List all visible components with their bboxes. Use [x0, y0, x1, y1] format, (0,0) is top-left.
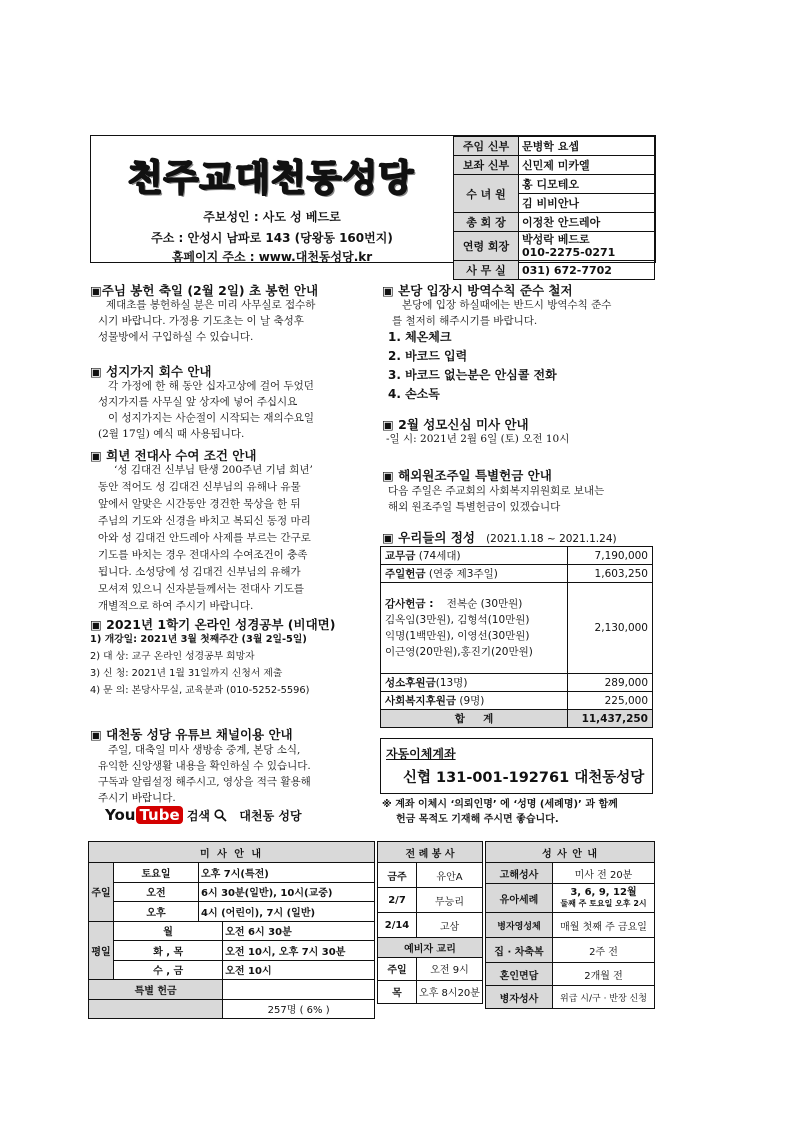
youtube-search-hint — [105, 806, 302, 824]
article-title: ▣ 본당 입장시 방역수칙 준수 철저 — [382, 283, 573, 298]
schedule-area — [88, 841, 655, 1017]
offering-row — [381, 583, 568, 674]
article-title: ▣ 해외원조주일 특별헌금 안내 — [382, 468, 552, 483]
sacrament-name: 유아세례 — [486, 884, 553, 913]
text-line: 2) 대 상: 교구 온라인 성경공부 희망자 — [90, 651, 255, 662]
special-offering-value: 257명 ( 6% ) — [223, 999, 375, 1019]
text-line: 성지가지를 사무실 앞 상자에 넣어 주십시요 — [98, 396, 298, 408]
rule-item: 3. 바코드 없는분은 안심콜 전화 — [388, 368, 557, 382]
masthead-title-area — [91, 136, 453, 262]
staff-name: 문병학 요셉 — [519, 137, 655, 156]
article-title: ▣ 2월 성모신심 미사 안내 — [382, 417, 529, 432]
rule-item: 4. 손소독 — [388, 387, 440, 401]
catechism-time: 오전 9시 — [417, 957, 483, 980]
offering-row — [381, 547, 568, 565]
offering-note: (연중 제3주일) — [428, 568, 498, 580]
special-offering-label: 특별 헌금 — [89, 980, 223, 1000]
offering-note: (9명) — [459, 695, 485, 707]
mass-day-label: 오후 — [114, 902, 199, 922]
sacrament-info: 위급 시/구 · 반장 신청 — [553, 986, 655, 1009]
catechism-title: 예비자 교리 — [378, 938, 483, 958]
youtube-logo-you: You — [105, 806, 136, 824]
sacrament-info: 2주 전 — [553, 938, 655, 963]
offering-note: (74세대) — [418, 550, 461, 562]
text-line: 다음 주일은 주교회의 사회복지위원회로 보내는 — [388, 485, 605, 497]
mass-day-label: 수 , 금 — [114, 960, 223, 980]
weekday-group-label: 평일 — [89, 921, 114, 980]
donor-line: 익명(1백만원), 이영선(30만원) — [385, 630, 530, 642]
parish-name: 천주교대천동성당 — [127, 157, 415, 199]
offering-amount: 225,000 — [568, 692, 653, 710]
donor-line: 전복순 (30만원) — [446, 598, 523, 610]
sacrament-info: 미사 전 20분 — [553, 863, 655, 884]
rule-item: 2. 바코드 입력 — [388, 349, 468, 363]
staff-role: 수 녀 원 — [454, 175, 519, 213]
staff-role: 주임 신부 — [454, 137, 519, 156]
offering-label: 사회복지후원금 — [385, 695, 457, 707]
altar-date: 금주 — [378, 863, 417, 888]
text-line: 해외 원조주일 특별헌금이 있겠습니다 — [388, 501, 561, 513]
text-line: 헌금 목적도 기재해 주시면 좋습니다. — [396, 814, 559, 825]
staff-table — [453, 136, 655, 280]
text-line: 이 성지가지는 사순절이 시작되는 재의수요일 — [108, 412, 315, 424]
offering-period: (2021.1.18 ~ 2021.1.24) — [486, 533, 617, 545]
staff-name: 홍 디모테오 — [519, 175, 655, 194]
rule-item: 1. 체온체크 — [388, 330, 452, 344]
text-line: ‘성 김대건 신부님 탄생 200주년 기념 희년’ — [114, 464, 313, 476]
text-line: 1) 개강일: 2021년 3월 첫째주간 (3월 2일-5일) — [90, 634, 307, 645]
mass-day-label: 토요일 — [114, 863, 199, 883]
offering-heading — [382, 527, 617, 546]
text-line: 본당에 입장 하실때에는 반드시 방역수칙 준수 — [402, 299, 612, 311]
text-line: 유익한 신앙생활 내용을 확인하실 수 있습니다. — [98, 760, 311, 772]
bank-account-box — [380, 738, 653, 794]
text-line: 구독과 알림설정 해주시고, 영상을 적극 활용해 — [98, 776, 311, 788]
article-body — [98, 742, 370, 806]
text-line: 시기 바랍니다. 가정용 기도초는 이 날 축성후 — [98, 315, 304, 327]
special-offering-spacer — [89, 999, 223, 1019]
altar-service-table — [377, 841, 483, 1004]
article-title: ▣ 희년 전대사 수여 조건 안내 — [90, 448, 257, 463]
text-line: 기도를 바치는 경우 전대사의 수여조건이 충족 — [98, 549, 308, 561]
sacrament-name: 고해성사 — [486, 863, 553, 884]
mass-time: 6시 30분(일반), 10시(교중) — [199, 882, 375, 902]
catechism-time: 오후 8시20분 — [417, 980, 483, 1003]
offering-note: (13명) — [435, 677, 468, 689]
total-label: 합 계 — [381, 710, 568, 728]
magnifier-icon — [214, 809, 227, 822]
text-line: 3) 신 청: 2021년 1월 31일까지 신청서 제출 — [90, 668, 283, 679]
offering-amount: 289,000 — [568, 674, 653, 692]
sacrament-name: 병자성사 — [486, 986, 553, 1009]
altar-group: 유안A — [417, 863, 483, 888]
article-body — [98, 297, 368, 345]
sacrament-info: 3, 6, 9, 12월 — [570, 887, 637, 898]
mass-day-label: 월 — [114, 921, 223, 941]
mass-day-label: 오전 — [114, 882, 199, 902]
sacrament-info: 2개월 전 — [553, 963, 655, 986]
catechism-day: 목 — [378, 980, 417, 1003]
text-line: ※ 계좌 이체시 ‘의뢰인명’ 에 ‘성명 (세례명)’ 과 함께 — [382, 799, 618, 810]
special-offering-spacer — [223, 980, 375, 1000]
text-line: 제대초를 봉헌하실 분은 미리 사무실로 접수하 — [106, 299, 316, 311]
article-body — [388, 483, 656, 515]
parish-homepage: 홈페이지 주소 : www.대천동성당.kr — [171, 250, 373, 264]
mass-title: 미 사 안 내 — [89, 842, 375, 863]
article-body — [98, 378, 368, 442]
offering-title: ▣ 우리들의 정성 — [382, 530, 475, 545]
article-title: ▣주님 봉헌 축일 (2월 2일) 초 봉헌 안내 — [90, 283, 319, 298]
altar-group: 고삼 — [417, 913, 483, 938]
article-body — [98, 462, 370, 615]
staff-role: 연령 회장 — [454, 232, 519, 261]
altar-date: 2/7 — [378, 888, 417, 913]
mass-time: 오전 10시, 오후 7시 30분 — [223, 941, 375, 961]
staff-phone: 010-2275-0271 — [522, 246, 616, 259]
text-line: 를 철저히 해주시기를 바랍니다. — [392, 315, 538, 327]
staff-name: 박성락 베드로 — [522, 233, 590, 246]
search-word: 검색 — [186, 809, 211, 823]
altar-title: 전 례 봉 사 — [378, 842, 483, 863]
offering-label: 성소후원금 — [385, 677, 436, 689]
total-amount: 11,437,250 — [568, 710, 653, 728]
offering-label: 감사헌금 : — [385, 598, 434, 610]
mass-time: 오전 10시 — [223, 960, 375, 980]
text-line: 성물방에서 구입하실 수 있습니다. — [98, 331, 254, 343]
text-line: 주님의 기도와 신경을 바치고 복되신 동정 마리 — [98, 515, 311, 527]
sacrament-info: 매월 첫째 주 금요일 — [553, 913, 655, 938]
sacrament-table — [485, 841, 655, 1009]
offering-row — [381, 692, 568, 710]
sacrament-title: 성 사 안 내 — [486, 842, 655, 863]
text-line: 됩니다. 소성당에 성 김대건 신부님의 유해가 — [98, 566, 301, 578]
staff-name: 신민제 미카엘 — [519, 156, 655, 175]
article-body: -일 시: 2021년 2월 6일 (토) 오전 10시 — [386, 433, 570, 445]
masthead — [90, 135, 656, 277]
staff-name: 이정찬 안드레아 — [519, 213, 655, 232]
sacrament-name: 병자영성체 — [486, 913, 553, 938]
offering-row — [381, 674, 568, 692]
channel-name: 대천동 성당 — [239, 809, 302, 823]
staff-name: 김 비비안나 — [519, 194, 655, 213]
mass-time: 오전 6시 30분 — [223, 921, 375, 941]
text-line: 4) 문 의: 본당사무실, 교육분과 (010-5252-5596) — [90, 685, 310, 696]
article-body — [90, 631, 370, 699]
parish-address: 주소 : 안성시 남파로 143 (당왕동 160번지) — [151, 231, 393, 245]
sunday-group-label: 주일 — [89, 863, 114, 922]
text-line: 개별적으로 하여 주시기 바랍니다. — [98, 600, 254, 612]
text-line: (2월 17일) 예식 때 사용됩니다. — [98, 428, 245, 440]
mass-day-label: 화 , 목 — [114, 941, 223, 961]
account-label: 자동이체계좌 — [386, 747, 456, 761]
quarantine-rules — [388, 328, 557, 404]
account-number: 신협 131-001-192761 대천동성당 — [403, 770, 645, 786]
office-phone: 031) 672-7702 — [519, 261, 655, 280]
article-body — [392, 297, 657, 329]
transfer-note — [382, 797, 618, 827]
offering-amount: 7,190,000 — [568, 547, 653, 565]
text-line: 각 가정에 한 해 동안 십자고상에 걸어 두었던 — [108, 380, 314, 392]
catechism-day: 주일 — [378, 957, 417, 980]
donor-line: 김옥임(3만원), 김형석(10만원) — [385, 614, 530, 626]
altar-date: 2/14 — [378, 913, 417, 938]
sacrament-info: 둘째 주 토요일 오후 2시 — [560, 899, 647, 908]
staff-role: 보좌 신부 — [454, 156, 519, 175]
offering-row — [381, 565, 568, 583]
text-line: 동안 적어도 성 김대건 신부님의 유해나 유물 — [98, 481, 301, 493]
mass-time: 4시 (어린이), 7시 (일반) — [199, 902, 375, 922]
offering-table — [380, 546, 653, 728]
text-line: 앞에서 알맞은 시간동안 경건한 묵상을 한 뒤 — [98, 498, 301, 510]
article-title: ▣ 성지가지 회수 안내 — [90, 364, 212, 379]
youtube-logo-tube: Tube — [136, 806, 182, 824]
text-line: 주일, 대축일 미사 생방송 중계, 본당 소식, — [108, 744, 301, 756]
altar-group: 무능리 — [417, 888, 483, 913]
mass-time: 오후 7시(특전) — [199, 863, 375, 883]
text-line: 아와 성 김대건 안드레아 사제를 부르는 간구로 — [98, 532, 311, 544]
text-line: 모셔져 있으니 신자분들께서는 전대사 기도를 — [98, 583, 305, 595]
article-title: ▣ 2021년 1학기 온라인 성경공부 (비대면) — [90, 617, 336, 632]
patron-saint: 주보성인 : 사도 성 베드로 — [203, 210, 341, 224]
article-title: ▣ 대천동 성당 유튜브 채널이용 안내 — [90, 727, 293, 742]
sacrament-name: 혼인면담 — [486, 963, 553, 986]
staff-role: 총 회 장 — [454, 213, 519, 232]
offering-amount: 1,603,250 — [568, 565, 653, 583]
staff-role: 사 무 실 — [454, 261, 519, 280]
offering-label: 교무금 — [385, 550, 416, 562]
youtube-logo[interactable] — [105, 806, 183, 824]
donor-line: 이근영(20만원),홍진기(20만원) — [385, 646, 533, 658]
offering-amount: 2,130,000 — [568, 583, 653, 674]
mass-schedule-table — [88, 841, 375, 1019]
text-line: 주시기 바랍니다. — [98, 792, 176, 804]
sacrament-name: 집 · 차축복 — [486, 938, 553, 963]
offering-label: 주일헌금 — [385, 568, 426, 580]
